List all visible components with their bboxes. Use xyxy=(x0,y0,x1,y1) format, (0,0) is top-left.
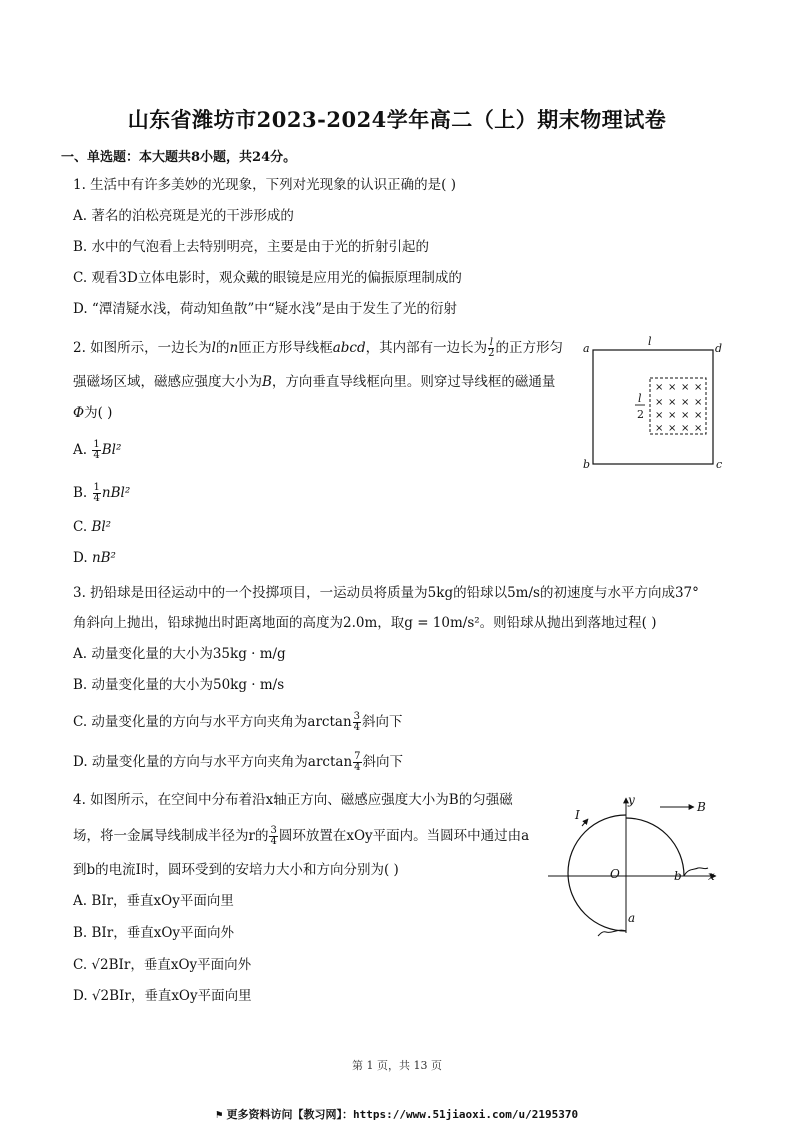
cross-mark: × xyxy=(655,382,664,393)
side-length-label: l xyxy=(648,335,652,348)
q2-text: 强磁场区域，磁感应强度大小为 xyxy=(73,374,262,390)
point-label-b: b xyxy=(674,869,682,883)
stem-fraction xyxy=(269,826,277,847)
q2-option-d xyxy=(73,549,116,567)
q2-stem-line-2 xyxy=(73,373,555,391)
option-fraction xyxy=(353,712,361,733)
corner-label-a: a xyxy=(583,342,590,355)
option-expr: Bl² xyxy=(91,519,112,535)
cross-mark: × xyxy=(694,397,703,408)
q3-option-a: A. 动量变化量的大小为35kg · m/g xyxy=(73,646,286,662)
promo-text[interactable]: 更多资料访问【教习网】：https://www.51jiaoxi.com/u/2195370 xyxy=(226,1108,579,1121)
frac-den: 4 xyxy=(270,836,277,847)
option-expr: nBl² xyxy=(101,485,131,501)
frac-num: 1 xyxy=(93,439,100,450)
x-axis-label: x xyxy=(708,869,715,883)
cross-mark: × xyxy=(668,397,677,408)
cross-mark: × xyxy=(681,423,690,434)
q4-option-c: C. √2BIr，垂直xOy平面向外 xyxy=(73,957,252,973)
q1-option-c: C. 观看3D立体电影时，观众戴的眼镜是应用光的偏振原理制成的 xyxy=(73,270,462,286)
stem-text: 圆环放置在xOy平面内。当圆环中通过由a xyxy=(278,828,530,844)
q3-stem-line-2: 角斜向上抛出，铅球抛出时距离地面的高度为2.0m，取g = 10m/s²。则铅球从抛出到落地过程( ) xyxy=(73,615,657,631)
frac-den: 4 xyxy=(93,450,100,461)
q4-figure xyxy=(548,788,728,938)
frac-num: 1 xyxy=(93,482,100,493)
frac-num: l xyxy=(489,337,493,348)
option-fraction xyxy=(93,483,101,504)
cross-mark: × xyxy=(681,397,690,408)
q4-option-a: A. BIr，垂直xOy平面向里 xyxy=(73,893,234,909)
cross-mark: × xyxy=(655,423,664,434)
cross-mark: × xyxy=(668,423,677,434)
q2-stem-line-1 xyxy=(73,338,563,359)
q2-figure xyxy=(578,334,728,474)
option-label: C. xyxy=(73,519,88,535)
option-text: 斜向下 xyxy=(362,714,403,730)
frac-den: 4 xyxy=(353,722,361,733)
field-label-B: B xyxy=(697,800,706,814)
frac-den: 2 xyxy=(488,348,495,359)
section-heading: 一、单选题：本大题共8小题，共24分。 xyxy=(61,150,297,165)
page-title: 山东省潍坊市2023-2024学年高二（上）期末物理试卷 xyxy=(127,107,667,132)
q2-option-c xyxy=(73,518,111,536)
option-label: D. xyxy=(73,550,88,566)
q2-text: 的正方形匀 xyxy=(495,340,563,356)
frac-num: 3 xyxy=(353,711,361,722)
q2-var-l: l xyxy=(211,340,216,356)
q2-option-b xyxy=(73,483,130,504)
q2-var-abcd: abcd xyxy=(332,340,366,356)
q2-text: ，方向垂直导线框向里。则穿过导线框的磁通量 xyxy=(271,374,556,390)
half-length-num: l xyxy=(638,392,642,405)
flag-icon: ⚑ xyxy=(215,1108,223,1121)
q2-var-n: n xyxy=(229,340,239,356)
cross-mark: × xyxy=(655,410,664,421)
q1-option-d: D. “潭清疑水浅，荷动知鱼散”中“疑水浅”是由于发生了光的衍射 xyxy=(73,301,458,317)
cross-mark: × xyxy=(681,382,690,393)
frac-num: 7 xyxy=(354,751,361,762)
current-arrow xyxy=(582,819,588,826)
q2-text: 的 xyxy=(216,340,230,356)
q4-stem-line-1: 4. 如图所示，在空间中分布着沿x轴正方向、磁感应强度大小为B的匀强磁 xyxy=(73,792,513,808)
page-number: 第 1 页，共 13 页 xyxy=(352,1059,442,1072)
cross-mark: × xyxy=(694,382,703,393)
ring-arc-top-right xyxy=(626,818,684,876)
q2-option-a xyxy=(73,440,121,461)
q2-stem-line-3 xyxy=(73,404,112,422)
promo-link[interactable] xyxy=(0,1106,794,1122)
lead-wire-b xyxy=(684,868,708,876)
point-label-a: a xyxy=(628,911,636,925)
q4-option-b: B. BIr，垂直xOy平面向外 xyxy=(73,925,235,941)
q2-text: 2. 如图所示，一边长为 xyxy=(73,340,212,356)
q3-option-c xyxy=(73,712,403,733)
q1-stem: 1. 生活中有许多美妙的光现象，下列对光现象的认识正确的是( ) xyxy=(73,177,456,193)
q1-option-b: B. 水中的气泡看上去特别明亮，主要是由于光的折射引起的 xyxy=(73,239,430,255)
option-text: D. 动量变化量的方向与水平方向夹角为arctan xyxy=(73,754,353,770)
q1-option-a: A. 著名的泊松亮斑是光的干涉形成的 xyxy=(73,208,294,224)
q4-stem-line-2 xyxy=(73,826,529,847)
stem-text: 场，将一金属导线制成半径为r的 xyxy=(73,828,269,844)
q2-text: 匝正方形导线框 xyxy=(238,340,333,356)
frac-den: 4 xyxy=(93,493,100,504)
option-label: B. xyxy=(73,485,88,501)
field-crosses xyxy=(655,382,702,434)
option-fraction xyxy=(92,440,100,461)
option-expr: Bl² xyxy=(101,442,122,458)
corner-label-d: d xyxy=(715,342,723,355)
cross-mark: × xyxy=(694,423,703,434)
option-expr: nB² xyxy=(91,550,116,566)
corner-label-c: c xyxy=(716,458,723,471)
q3-option-d xyxy=(73,752,403,773)
origin-label: O xyxy=(610,867,620,881)
half-length-den: 2 xyxy=(637,408,644,421)
q2-var-B: B xyxy=(262,374,272,390)
cross-mark: × xyxy=(668,410,677,421)
frac-den: 4 xyxy=(354,762,361,773)
corner-label-b: b xyxy=(583,458,591,471)
current-label-I: I xyxy=(575,808,580,822)
frac-num: 3 xyxy=(270,825,277,836)
q2-fraction xyxy=(488,338,494,359)
q3-option-b: B. 动量变化量的大小为50kg · m/s xyxy=(73,677,285,693)
option-text: C. 动量变化量的方向与水平方向夹角为arctan xyxy=(73,714,352,730)
option-fraction xyxy=(353,752,361,773)
cross-mark: × xyxy=(668,382,677,393)
cross-mark: × xyxy=(655,397,664,408)
y-axis-label: y xyxy=(628,793,635,807)
cross-mark: × xyxy=(694,410,703,421)
option-text: 斜向下 xyxy=(362,754,404,770)
cross-mark: × xyxy=(681,410,690,421)
q4-stem-line-3: 到b的电流I时，圆环受到的安培力大小和方向分别为( ) xyxy=(73,862,399,878)
q2-text: ，其内部有一边长为 xyxy=(365,340,488,356)
option-label: A. xyxy=(73,442,88,458)
q3-stem-line-1: 3. 扔铅球是田径运动中的一个投掷项目，一运动员将质量为5kg的铅球以5m/s的初速度与水平方向成37° xyxy=(73,585,699,601)
q4-option-d: D. √2BIr，垂直xOy平面向里 xyxy=(73,988,252,1004)
q2-var-phi: Φ xyxy=(73,405,85,421)
q2-text: 为( ) xyxy=(84,405,113,421)
